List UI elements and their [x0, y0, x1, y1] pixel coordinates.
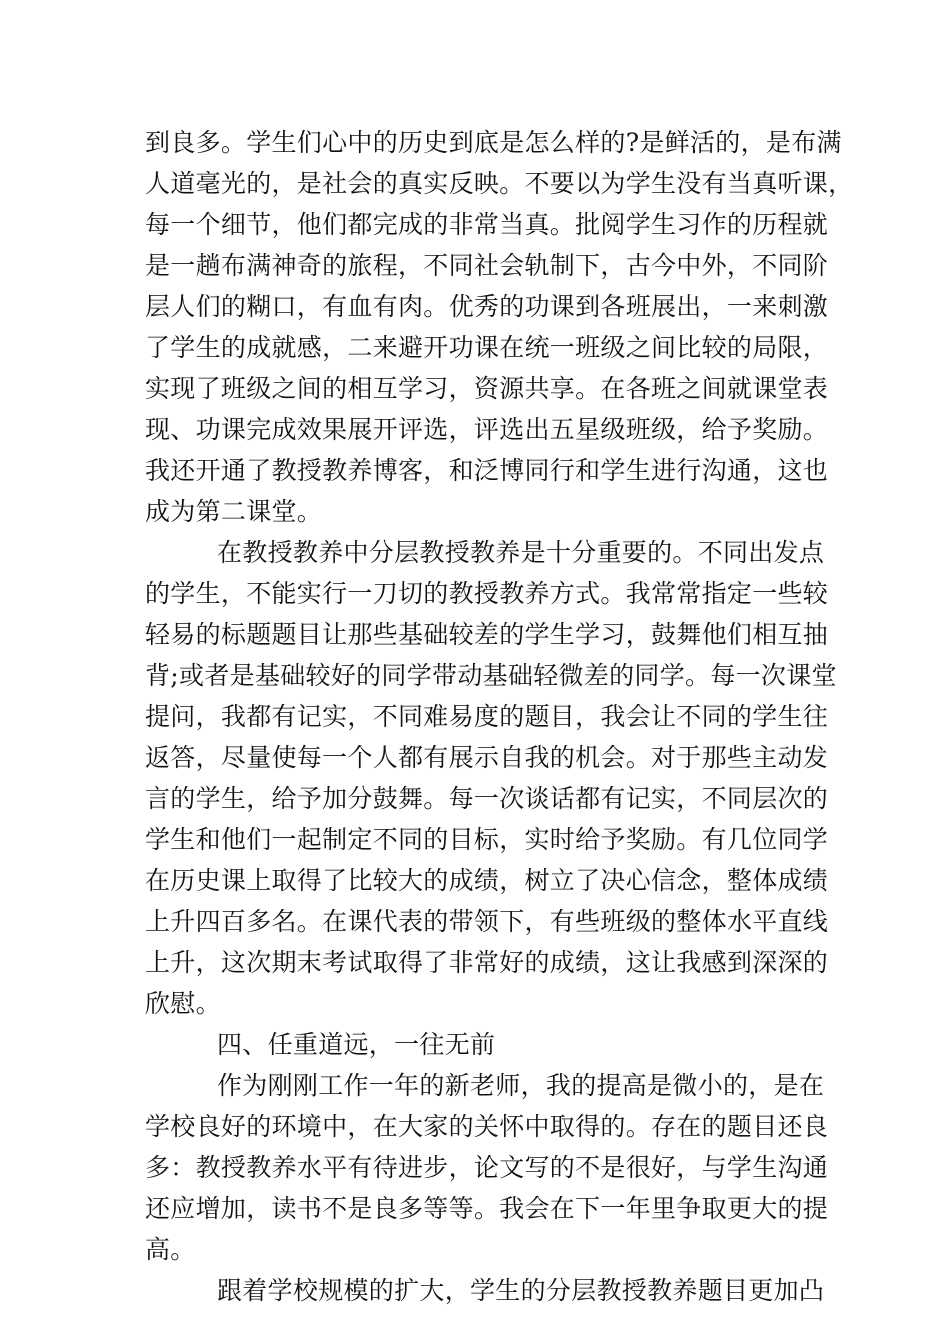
- text-line: 每一个细节，他们都完成的非常当真。批阅学生习作的历程就: [145, 210, 829, 239]
- document-body: [145, 122, 854, 1311]
- text-line: 了学生的成就感，二来避开功课在统一班级之间比较的局限，: [145, 333, 829, 362]
- text-line: 高。: [145, 1235, 196, 1264]
- text-line: 实现了班级之间的相互学习，资源共享。在各班之间就课堂表: [145, 374, 829, 403]
- text-line: 返答，尽量使每一个人都有展示自我的机会。对于那些主动发: [145, 743, 829, 772]
- text-line: 学校良好的环境中，在大家的关怀中取得的。存在的题目还良: [145, 1112, 829, 1141]
- text-line: 的学生，不能实行一刀切的教授教养方式。我常常指定一些较: [145, 579, 829, 608]
- paragraph-first-line: 四、任重道远，一往无前: [217, 1030, 496, 1059]
- paragraph-first-line: 跟着学校规模的扩大，学生的分层教授教养题目更加凸: [217, 1276, 825, 1305]
- text-line: 轻易的标题题目让那些基础较差的学生学习，鼓舞他们相互抽: [145, 620, 829, 649]
- paragraph-first-line: 作为刚刚工作一年的新老师，我的提高是微小的，是在: [217, 1071, 825, 1100]
- text-line: 上升四百多名。在课代表的带领下，有些班级的整体水平直线: [145, 907, 829, 936]
- text-line: 多：教授教养水平有待进步，论文写的不是很好，与学生沟通: [145, 1153, 829, 1182]
- text-line: 提问，我都有记实，不同难易度的题目，我会让不同的学生往: [145, 702, 829, 731]
- text-line: 言的学生，给予加分鼓舞。每一次谈话都有记实，不同层次的: [145, 784, 829, 813]
- text-line: 在历史课上取得了比较大的成绩，树立了决心信念，整体成绩: [145, 866, 829, 895]
- text-line: 是一趟布满神奇的旅程，不同社会轨制下，古今中外，不同阶: [145, 251, 829, 280]
- text-line: 上升，这次期末考试取得了非常好的成绩，这让我感到深深的: [145, 948, 829, 977]
- text-line: 背;或者是基础较好的同学带动基础轻微差的同学。每一次课堂: [145, 661, 837, 690]
- text-line: 层人们的糊口，有血有肉。优秀的功课到各班展出，一来刺激: [145, 292, 829, 321]
- text-line: 欣慰。: [145, 989, 221, 1018]
- text-line: 我还开通了教授教养博客，和泛博同行和学生进行沟通，这也: [145, 456, 829, 485]
- text-line: 现、功课完成效果展开评选，评选出五星级班级，给予奖励。: [145, 415, 829, 444]
- text-line: 成为第二课堂。: [145, 497, 323, 526]
- paragraph-first-line: 在教授教养中分层教授教养是十分重要的。不同出发点: [217, 538, 825, 567]
- text-line: 学生和他们一起制定不同的目标，实时给予奖励。有几位同学: [145, 825, 829, 854]
- text-line: 人道毫光的，是社会的真实反映。不要以为学生没有当真听课，: [145, 169, 854, 198]
- text-line: 到良多。学生们心中的历史到底是怎么样的?是鲜活的，是布满: [145, 128, 842, 157]
- text-line: 还应增加，读书不是良多等等。我会在下一年里争取更大的提: [145, 1194, 829, 1223]
